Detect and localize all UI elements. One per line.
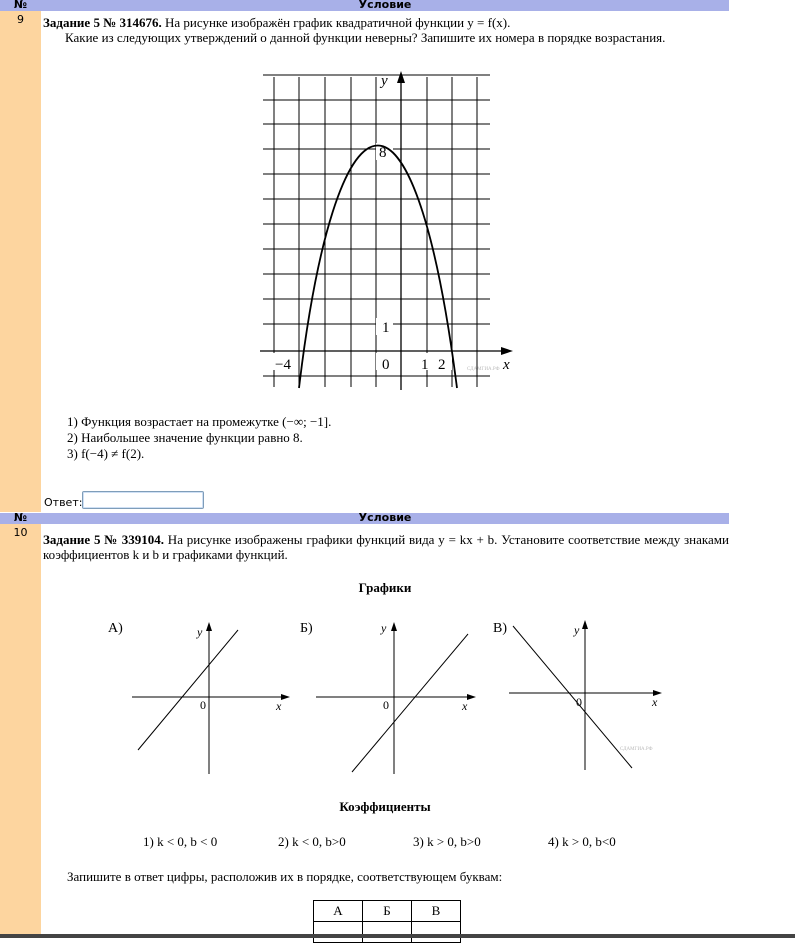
- task10-title-bold: Задание 5 № 339104.: [43, 532, 164, 547]
- label-x1: 1: [421, 357, 429, 373]
- label-8: 8: [379, 145, 387, 161]
- graph-b-line: [352, 634, 468, 772]
- task10-number: 10: [13, 526, 28, 539]
- graph-c-x-label: x: [652, 695, 658, 709]
- graph-a-x-label: x: [276, 699, 282, 713]
- answer-table-input-row: [314, 922, 461, 943]
- linear-graphs: [100, 612, 680, 782]
- graph-a-y-label: y: [197, 625, 203, 639]
- graph-c-letter: В): [493, 621, 507, 636]
- task10-number-cell: [0, 524, 41, 934]
- y-axis-label: y: [381, 73, 388, 89]
- task9-number: 9: [17, 13, 24, 26]
- graph-b-x-label: x: [462, 699, 468, 713]
- header-condition-label: Условие: [358, 511, 412, 524]
- graph-a: [108, 621, 290, 774]
- graph-a-y-arrow-icon: [206, 622, 212, 631]
- task10-header: [0, 513, 729, 524]
- graph-a-line: [138, 630, 238, 750]
- coefficients-heading: Коэффициенты: [339, 799, 431, 814]
- answer-input[interactable]: [82, 491, 204, 509]
- task9-text: [43, 15, 729, 45]
- statement-1: 1) Функция возрастает на промежутке (−∞; −1].: [67, 414, 332, 429]
- answer-cell-a[interactable]: [314, 922, 363, 943]
- statement-2: 2) Наибольшее значение функции равно 8.: [67, 430, 303, 445]
- graph-b-letter: Б): [300, 621, 313, 636]
- graph-c: [493, 620, 662, 770]
- answer-table-header-row: [314, 901, 461, 922]
- coefficient-4: 4) k > 0, b<0: [548, 834, 616, 849]
- task9-title: [43, 15, 729, 30]
- task9-header: [0, 0, 729, 11]
- graph-b-zero: 0: [383, 698, 389, 712]
- answer-table-header-c: В: [412, 901, 461, 922]
- parabola-graph: [255, 65, 520, 390]
- graph-c-zero: 0: [576, 695, 582, 709]
- task9-title-bold: Задание 5 № 314676.: [43, 15, 162, 30]
- label-0: 0: [382, 357, 390, 373]
- coefficient-3: 3) k > 0, b>0: [413, 834, 481, 849]
- statement-3: 3) f(−4) ≠ f(2).: [67, 446, 145, 461]
- graph-a-letter: А): [108, 621, 123, 636]
- header-condition-label: Условие: [358, 0, 412, 11]
- answer-cell-c[interactable]: [412, 922, 461, 943]
- graph-c-y-arrow-icon: [582, 620, 588, 629]
- task10-title: [43, 532, 729, 562]
- task9-title-text: На рисунке изображён график квадратичной функции y = f(x).: [161, 15, 511, 30]
- instruction: Запишите в ответ цифры, расположив их в порядке, соответствующем буквам:: [67, 869, 503, 884]
- task9-statements: [67, 414, 331, 462]
- task9-question: Какие из следующих утверждений о данной функции неверны? Запишите их номера в порядке возрастания.: [65, 30, 666, 45]
- x-axis-arrow-icon: [501, 347, 513, 355]
- label-minus4: −4: [275, 357, 291, 373]
- graph-c-line: [513, 626, 632, 768]
- task9-number-cell: [0, 11, 41, 512]
- header-number-label: №: [13, 0, 28, 11]
- grid: [263, 75, 490, 387]
- header-number-label: №: [13, 511, 28, 524]
- graph-a-zero: 0: [200, 698, 206, 712]
- answer-cell-b[interactable]: [363, 922, 412, 943]
- graph-b: [300, 621, 476, 774]
- y-axis-arrow-icon: [397, 71, 405, 83]
- answer-table-header-a: А: [314, 901, 363, 922]
- graph-b-y-arrow-icon: [391, 622, 397, 631]
- graph-c-y-label: y: [574, 623, 580, 637]
- coefficient-2: 2) k < 0, b>0: [278, 834, 346, 849]
- graphs-heading: Графики: [358, 580, 412, 595]
- x-axis-label: x: [503, 357, 510, 373]
- watermark: СДАМГИА.РФ: [467, 367, 500, 372]
- watermark: СДАМГИА.РФ: [620, 747, 653, 752]
- answer-table-header-b: Б: [363, 901, 412, 922]
- coefficient-1: 1) k < 0, b < 0: [143, 834, 218, 849]
- graph-b-y-label: y: [381, 621, 387, 635]
- label-x2: 2: [438, 357, 446, 373]
- label-1: 1: [382, 320, 390, 336]
- task10-title-text: На рисунке изображены графики функций вида y = kx + b. Установите соответствие между знаками коэффициентов k и b и графиками функций.: [43, 532, 729, 562]
- answer-label: Ответ:: [44, 496, 83, 509]
- bottom-border: [0, 934, 795, 938]
- graph-b-x-arrow-icon: [467, 694, 476, 700]
- graph-a-x-arrow-icon: [281, 694, 290, 700]
